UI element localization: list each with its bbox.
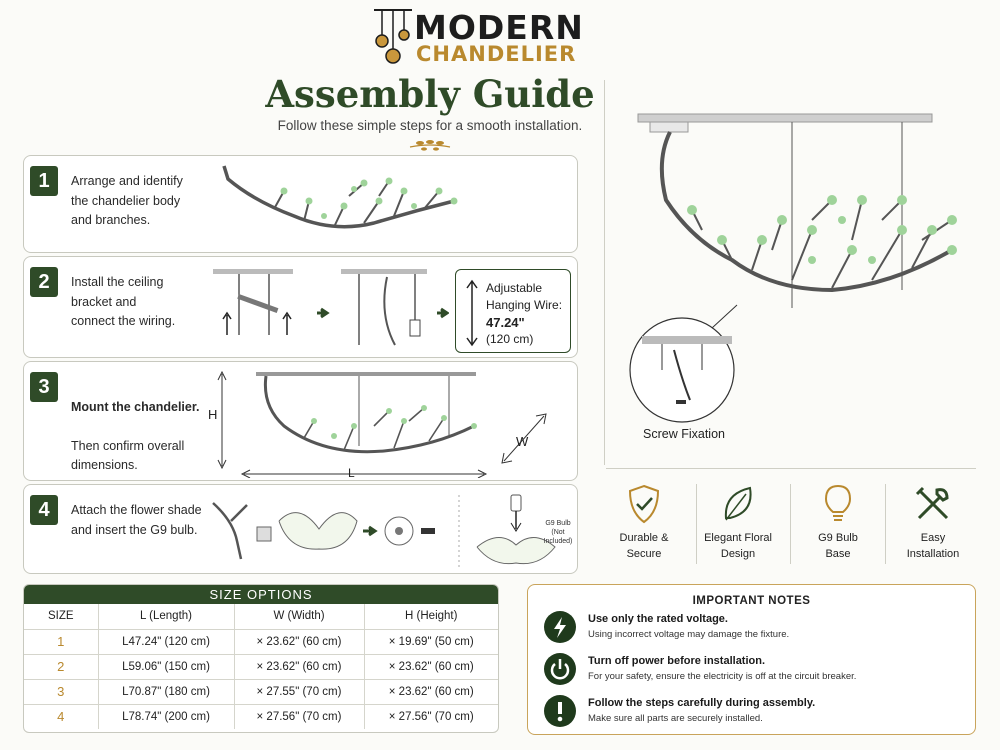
ceiling-bracket-illustration — [209, 265, 449, 353]
divider — [885, 484, 886, 564]
note-desc: For your safety, ensure the electricity is off at the circuit breaker. — [588, 671, 857, 682]
table-row — [24, 654, 498, 679]
table-row — [24, 629, 498, 654]
bulb-label: G9 Bulb — [545, 520, 571, 527]
size-cell: 3 — [24, 679, 98, 704]
adjustable-wire-box — [455, 269, 571, 353]
table-header-row — [24, 604, 498, 629]
important-notes — [527, 584, 976, 735]
width-cell: × 23.62" (60 cm) — [234, 654, 364, 679]
feature-label: Durable & Secure — [619, 532, 669, 560]
step-text-bold: Mount the chandelier. — [71, 399, 200, 414]
flower-shade-illustration — [209, 491, 569, 571]
leaf-icon — [716, 482, 760, 526]
page-subtitle: Follow these simple steps for a smooth installation. — [277, 118, 583, 133]
height-cell: × 19.69" (50 cm) — [364, 629, 498, 654]
feature-label: G9 Bulb Base — [818, 532, 858, 560]
size-table — [24, 604, 498, 729]
vertical-arrow-icon — [465, 278, 479, 348]
lightning-icon — [544, 611, 576, 643]
branch-illustration — [214, 161, 464, 251]
height-cell: × 23.62" (60 cm) — [364, 679, 498, 704]
brand-logo — [372, 6, 592, 68]
feature-floral — [692, 482, 784, 562]
size-options-table — [23, 584, 499, 733]
size-cell: 2 — [24, 654, 98, 679]
step-number: 4 — [30, 495, 58, 525]
note-title: Use only the rated voltage. — [588, 613, 728, 625]
pendant-lamp-icon — [372, 6, 414, 68]
length-cell: L59.06" (150 cm) — [98, 654, 234, 679]
brand-line1: MODERN — [414, 8, 584, 47]
adjustable-label: Adjustable Hanging Wire: — [486, 281, 563, 312]
divider — [790, 484, 791, 564]
screw-fixation-label: Screw Fixation — [643, 427, 725, 441]
size-options-title: SIZE OPTIONS — [24, 585, 498, 604]
width-cell: × 23.62" (60 cm) — [234, 629, 364, 654]
dimension-w: W — [516, 434, 529, 449]
step-number: 2 — [30, 267, 58, 297]
length-cell: L70.87" (180 cm) — [98, 679, 234, 704]
brand-line2: CHANDELIER — [416, 42, 577, 66]
note-title: Follow the steps carefully during assembly. — [588, 697, 816, 709]
step-1-card — [23, 155, 578, 253]
power-icon — [544, 653, 576, 685]
chandelier-illustration — [612, 100, 982, 430]
step-4-card — [23, 484, 578, 574]
feature-bulb — [792, 482, 884, 562]
step-3-card — [23, 361, 578, 481]
height-cell: × 27.56" (70 cm) — [388, 710, 474, 723]
step-text: Then confirm overall dimensions. — [71, 438, 185, 472]
note-desc: Make sure all parts are securely installed. — [588, 713, 763, 724]
size-cell: 4 — [24, 704, 98, 729]
height-cell: × 23.62" (60 cm) — [364, 654, 498, 679]
note-title: Turn off power before installation. — [588, 655, 766, 667]
adjustable-value: 47.24" — [486, 315, 525, 330]
bulb-note: (Not Included) — [543, 529, 573, 545]
bulb-icon — [816, 482, 860, 526]
table-header: H (Height) — [364, 604, 498, 629]
step-text: Install the ceiling bracket and connect the wiring. — [71, 275, 176, 328]
notes-title: IMPORTANT NOTES — [692, 595, 811, 607]
adjustable-value-cm: (120 cm) — [486, 332, 534, 346]
feature-installation — [887, 482, 979, 562]
tools-icon — [911, 482, 955, 526]
divider — [604, 80, 605, 465]
leaf-ornament-icon — [408, 137, 452, 153]
table-header: L (Length) — [98, 604, 234, 629]
width-cell: × 27.56" (70 cm) — [234, 704, 364, 729]
step-text: Attach the flower shade and insert the G9 bulb. — [71, 503, 202, 537]
feature-durable — [598, 482, 690, 562]
chandelier-dimension-illustration — [204, 366, 549, 478]
table-row — [24, 679, 498, 704]
page-title: Assembly Guide — [265, 72, 595, 116]
shield-check-icon — [622, 482, 666, 526]
dimension-h: H — [208, 407, 218, 422]
step-number: 1 — [30, 166, 58, 196]
length-cell: L78.74" (200 cm) — [98, 704, 234, 729]
length-cell: L47.24" (120 cm) — [98, 629, 234, 654]
size-cell: 1 — [24, 629, 98, 654]
step-2-card — [23, 256, 578, 358]
table-header: W (Width) — [234, 604, 364, 629]
width-cell: × 27.55" (70 cm) — [234, 679, 364, 704]
table-header: SIZE — [24, 604, 98, 629]
exclamation-icon — [544, 695, 576, 727]
dimension-l: L — [348, 466, 355, 480]
feature-label: Elegant Floral Design — [704, 532, 772, 560]
step-number: 3 — [30, 372, 58, 402]
note-desc: Using incorrect voltage may damage the fixture. — [588, 629, 790, 640]
divider — [606, 468, 976, 469]
table-row — [24, 704, 498, 729]
step-text: Arrange and identify the chandelier body and branches. — [71, 174, 183, 227]
feature-label: Easy Installation — [906, 532, 960, 560]
